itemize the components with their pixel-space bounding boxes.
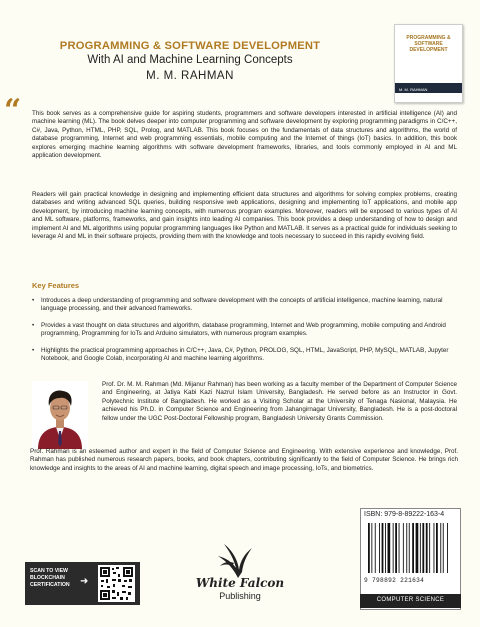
author-photo-illustration	[32, 381, 88, 449]
falcon-icon	[198, 540, 278, 580]
cover-thumbnail	[394, 24, 463, 103]
thumbnail-title: PROGRAMMING & SOFTWARE DEVELOPMENT	[406, 35, 451, 53]
isbn-label: ISBN: 979-8-89222-163-4	[364, 511, 445, 518]
author-photo	[32, 381, 88, 449]
quote-mark-icon: “	[4, 93, 22, 128]
publisher-name: White Falcon	[195, 576, 285, 590]
thumbnail-author: M. M. RAHMAN	[399, 87, 428, 92]
qr-code-icon	[98, 565, 135, 602]
key-feature-text: Highlights the practical programming approaches in C/C++, Java, C#, Python, PROLOG, SQL, HTML, JavaScript, PHP, MySQL, MATLAB, Jupyter Notebook, and Google Colab, incorporating AI and machine learning algorithms.	[41, 347, 449, 363]
author-bio-paragraph-2: Prof. Rahman is an esteemed author and expert in the field of Computer Science and Engineering. With extensive experience and knowledge, Prof. Rahman has published numerous research papers, books, and book chapters, contributing significantly to the field of Computer Science. He brings rich knowledge and insights to the areas of AI and machine learning, digital speech and image processing, IoTs, and biometrics.	[30, 448, 458, 472]
barcode-icon	[364, 521, 454, 576]
category-label: COMPUTER SCIENCE	[376, 597, 445, 603]
arrow-right-icon: ➜	[80, 576, 89, 587]
author-bio-paragraph-1: Prof. Dr. M. M. Rahman (Md. Mijanur Rahman) has been working as a faculty member of the Department of Computer Science and Engineering, at Jatiya Kabi Kazi Nazrul Islam University, Bangladesh. He served before as an Instructor in Govt. Polytechnic Institute of Bangladesh. He worked as a Visiting Scholar at the University of Tenaga Nasional, Malaysia. He achieved his Ph.D. in Computer Science and Engineering from Jahangirnagar University, Bangladesh. He is a post-doctoral fellow under the UGC Post-Doctoral Fellowship program, Bangladesh University Grants Commission.	[102, 381, 457, 422]
bullet-icon: •	[32, 322, 35, 329]
publisher-sub: Publishing	[219, 591, 261, 601]
key-features-heading: Key Features	[32, 281, 80, 290]
isbn-digits: 9 798892 221634	[364, 577, 425, 584]
description-paragraph-2: Readers will gain practical knowledge in designing and implementing efficient data structures and algorithms for solving complex problems, creating databases and writing advanced SQL queries, building responsive web applications, designing and implementing IoT applications, and mobile app development, by introducing machine learning concepts, with numerous program examples. Moreover, readers will be exposed to various types of AI and ML software, platforms, frameworks, and gain insights into leading AI companies. This book provides a deep understanding of how to design and implement AI and ML algorithms using popular programming languages like Python and MATLAB. It serves as a practical guide for individuals seeking to leverage AI and ML in their software projects, providing them with the knowledge and tools necessary to succeed in this rapidly evolving field.	[32, 191, 457, 241]
key-feature-text: Introduces a deep understanding of programming and software development with the concepts of artificial intelligence, machine learning, natural language processing, and their advanced frameworks.	[41, 297, 443, 313]
bullet-icon: •	[32, 347, 35, 354]
description-paragraph-1: This book serves as a comprehensive guide for aspiring students, programmers and software developers interested in artificial intelligence (AI) and machine learning (ML). The book delves deeper into computer programming and software development by exploring programming paradigms in C/C++, C#, Java, Python, HTML, PHP, SQL, Prolog, and MATLAB. This book focuses on the fundamentals of data structures and algorithms, the world of database programming, Internet and web programming essentials, mobile computing and the Internet of things (IoT) basics. In addition, this book explores emerging machine learning algorithms with software development frameworks, libraries, and tools commonly employed in AI and ML application development.	[32, 110, 457, 160]
key-feature-item	[32, 347, 456, 364]
key-feature-text: Provides a vast thought on data structures and algorithm, database programming, Internet and Web programming, mobile computing and Android programming, Programming for IoTs and Arduino simulators, with numerous program examples.	[41, 322, 446, 338]
qr-code[interactable]	[98, 565, 135, 602]
key-feature-item	[32, 322, 456, 339]
book-subtitle: With AI and Machine Learning Concepts	[87, 54, 293, 66]
book-title: PROGRAMMING & SOFTWARE DEVELOPMENT	[59, 40, 321, 52]
book-author: M. M. RAHMAN	[146, 70, 234, 82]
blockchain-label: SCAN TO VIEW BLOCKCHAIN CERTIFICATION	[30, 568, 70, 588]
key-feature-item	[32, 297, 456, 314]
bullet-icon: •	[32, 297, 35, 304]
